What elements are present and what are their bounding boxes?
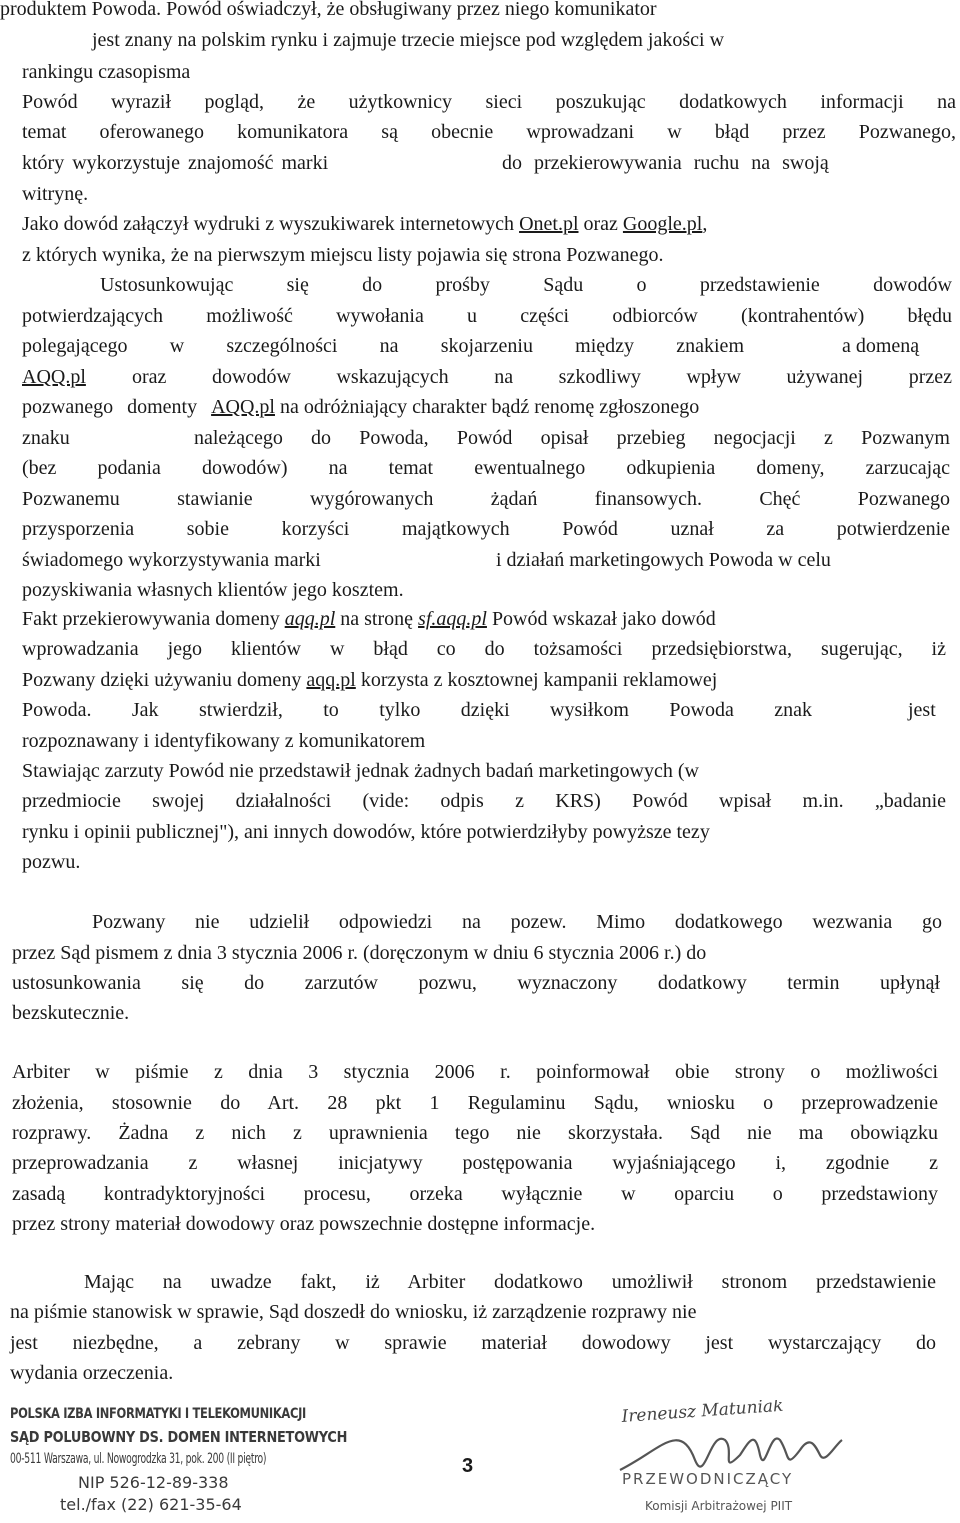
aqq-link[interactable]: aqq.pl — [306, 669, 356, 691]
text-line: świadomego wykorzystywania marki — [22, 549, 321, 571]
text-line: zasadą kontradyktoryjności procesu, orzeka wyłącznie w oparciu o przedstawiony — [12, 1183, 938, 1205]
text-line: Powoda. Jak stwierdził, to tylko dzięki wysiłkom Powoda znak — [22, 699, 812, 721]
page-number: 3 — [462, 1455, 474, 1477]
text-line: ustosunkowania się do zarzutów pozwu, wyznaczony dodatkowy termin upłynął — [12, 972, 940, 994]
text-line: Pozwanemu stawianie wygórowanych żądań finansowych. Chęć Pozwanego — [22, 488, 950, 510]
text-line: jest — [908, 699, 936, 721]
aqq-link[interactable]: AQQ.pl — [211, 396, 275, 418]
text-line: wydania orzeczenia. — [10, 1362, 174, 1384]
text-line: należącego do Powoda, Powód opisał przebieg negocjacji z Pozwanym — [194, 427, 950, 449]
text-line: potwierdzających możliwość wywołania u części odbiorców (kontrahentów) błędu — [22, 305, 952, 327]
handwritten-signature — [600, 1400, 850, 1518]
text-line: rozprawy. Żadna z nich z uprawnienia tego nie skorzystała. Sąd nie ma obowiązku — [12, 1122, 938, 1144]
text-line: Ustosunkowując się do prośby Sądu o przedstawienie dowodów — [100, 274, 952, 296]
aqq-link[interactable]: AQQ.pl — [22, 366, 86, 388]
text-line: a domeną — [842, 335, 920, 357]
text-line: i działań marketingowych Powoda w celu — [496, 549, 831, 571]
text-line — [22, 668, 717, 692]
text-line: oraz dowodów wskazujących na szkodliwy wpływ używanej przez — [132, 366, 952, 388]
stamp-line: 00-511 Warszawa, ul. Nowogrodzka 31, pok. 200 (II piętro) — [10, 1451, 267, 1467]
text-line: Pozwany nie udzielił odpowiedzi na pozew. Mimo dodatkowego wezwania go — [92, 911, 942, 933]
text-line: jest znany na polskim rynku i zajmuje trzecie miejsce pod względem jakości w — [92, 29, 725, 51]
onet-link[interactable]: Onet.pl — [519, 213, 579, 235]
text-line: witrynę. — [22, 183, 89, 205]
text-line — [22, 607, 716, 631]
text-line: przez strony materiał dowodowy oraz powszechnie dostępne informacje. — [12, 1213, 596, 1235]
text-line: przedmiocie swojej działalności (vide: odpis z KRS) Powód wpisał m.in. „badanie — [22, 790, 946, 812]
text-line — [22, 395, 952, 419]
text-span: na stronę — [335, 608, 419, 630]
text-line: produktem Powoda. Powód oświadczył, że obsługiwany przez niego komunikator — [0, 0, 657, 20]
text-span: Pozwany dzięki używaniu domeny — [22, 669, 307, 691]
text-line: jest niezbędne, a zebrany w sprawie materiał dowodowy jest wystarczający do — [10, 1332, 936, 1354]
text-span: pozwanego domenty — [22, 396, 212, 418]
text-line — [22, 212, 707, 236]
text-span: Fakt przekierowywania domeny — [22, 608, 285, 630]
text-span: korzysta z kosztownej kampanii reklamowej — [355, 669, 718, 691]
text-span: Powód wskazał jako dowód — [486, 608, 716, 630]
text-line: do przekierowywania ruchu na swoją — [502, 152, 829, 174]
text-line: (bez podania dowodów) na temat ewentualnego odkupienia domeny, zarzucając — [22, 457, 950, 479]
text-line: rankingu czasopisma — [22, 61, 191, 83]
aqq-link[interactable]: aqq.pl — [284, 608, 336, 630]
text-line: przeprowadzania z własnej inicjatywy postępowania wyjaśniającego i, zgodnie z — [12, 1152, 938, 1174]
signature-title: PRZEWODNICZĄCY — [622, 1470, 794, 1488]
sf-aqq-link[interactable]: sf.aqq.pl — [418, 608, 487, 630]
text-line: przez Sąd pismem z dnia 3 stycznia 2006 r. (doręczonym w dniu 6 stycznia 2006 r.) do — [12, 942, 707, 964]
google-link[interactable]: Google.pl — [622, 213, 703, 235]
text-line: bezskutecznie. — [12, 1002, 130, 1024]
text-line: temat oferowanego komunikatora są obecnie wprowadzani w błąd przez Pozwanego, — [22, 121, 956, 143]
text-line: polegającego w szczególności na skojarzeniu między znakiem — [22, 335, 744, 357]
signature-stroke — [620, 1439, 842, 1470]
signature-subtitle: Komisji Arbitrażowej PIIT — [645, 1499, 793, 1513]
text-span: oraz — [578, 213, 623, 235]
text-span: , — [702, 213, 708, 235]
signature-name: Ireneusz Matuniak — [620, 1400, 785, 1427]
text-line: Powód wyraził pogląd, że użytkownicy sieci poszukując dodatkowych informacji na — [22, 91, 956, 113]
text-line: Stawiając zarzuty Powód nie przedstawił jednak żadnych badań marketingowych (w — [22, 760, 699, 782]
text-line: wprowadzania jego klientów w błąd co do tożsamości przedsiębiorstwa, sugerując, iż — [22, 638, 946, 660]
text-line: na piśmie stanowisk w sprawie, Sąd doszedł do wniosku, iż zarządzenie rozprawy nie — [10, 1301, 697, 1323]
text-line: pozwu. — [22, 851, 81, 873]
text-span: na odróżniający charakter bądź renomę zgłoszonego — [274, 396, 700, 418]
text-line: znaku — [22, 427, 70, 449]
stamp-line: tel./fax (22) 621-35-64 — [60, 1495, 242, 1514]
text-span: Jako dowód załączył wydruki z wyszukiwarek internetowych — [22, 213, 520, 235]
text-line: Arbiter w piśmie z dnia 3 stycznia 2006 r. poinformował obie strony o możliwości — [12, 1061, 938, 1083]
text-line: przysporzenia sobie korzyści majątkowych Powód uznał za potwierdzenie — [22, 518, 950, 540]
stamp-line: POLSKA IZBA INFORMATYKI I TELEKOMUNIKACJI — [10, 1406, 306, 1422]
text-line: Mając na uwadze fakt, iż Arbiter dodatkowo umożliwił stronom przedstawienie — [84, 1271, 936, 1293]
text-line: rynku i opinii publicznej"), ani innych dowodów, które potwierdziłyby powyższe tezy — [22, 821, 710, 843]
stamp-line: SĄD POLUBOWNY DS. DOMEN INTERNETOWYCH — [10, 1428, 348, 1446]
text-line: który wykorzystuje znajomość marki — [22, 152, 329, 174]
court-stamp — [8, 1406, 348, 1518]
text-line: rozpoznawany i identyfikowany z komunikatorem — [22, 730, 426, 752]
text-line: złożenia, stosownie do Art. 28 pkt 1 Regulaminu Sądu, wniosku o przeprowadzenie — [12, 1092, 938, 1114]
text-line: z których wynika, że na pierwszym miejscu listy pojawia się strona Pozwanego. — [22, 244, 664, 266]
stamp-line: NIP 526-12-89-338 — [78, 1473, 229, 1492]
signature — [600, 1400, 850, 1518]
text-line: pozyskiwania własnych klientów jego kosztem. — [22, 579, 404, 601]
